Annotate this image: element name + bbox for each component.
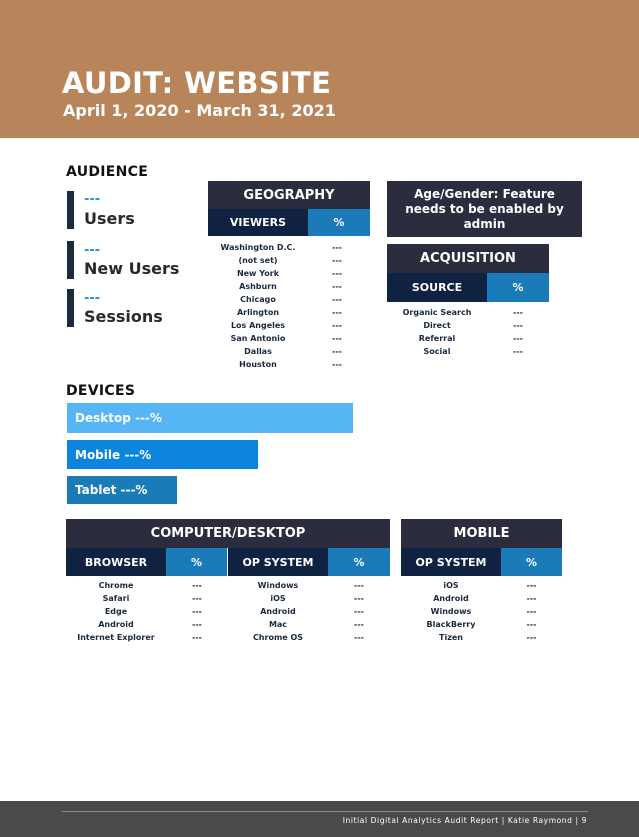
os-name: Android [260, 607, 296, 616]
acquisition-pct-header: % [487, 273, 549, 302]
geo-pct: --- [332, 256, 342, 265]
page-subtitle: April 1, 2020 - March 31, 2021 [63, 101, 336, 120]
geo-city: Los Angeles [230, 321, 286, 330]
geo-pct: --- [332, 308, 342, 317]
table-row [66, 579, 228, 592]
table-row [208, 267, 370, 280]
acq-pct: --- [513, 334, 523, 343]
table-row [208, 332, 370, 345]
geo-city: Chicago [240, 295, 276, 304]
table-row [66, 592, 228, 605]
age-gender-notice: Age/Gender: Feature needs to be enabled by admin [387, 181, 582, 237]
acq-source: Social [423, 347, 451, 356]
table-row [401, 631, 562, 644]
browser-pct: --- [192, 620, 202, 629]
new-users-label: New Users [84, 259, 180, 278]
acquisition-title: ACQUISITION [387, 244, 549, 273]
os-name: Windows [257, 581, 299, 590]
table-row [66, 605, 228, 618]
acquisition-table [387, 306, 549, 358]
table-row [66, 631, 228, 644]
table-row [401, 618, 562, 631]
acq-pct: --- [513, 321, 523, 330]
table-row [208, 293, 370, 306]
mobile-os-pct: --- [526, 607, 537, 616]
tablet-bar: Tablet ---% [67, 476, 177, 504]
desktop-os-pct-header: % [328, 548, 390, 576]
table-row [228, 579, 390, 592]
os-pct: --- [354, 607, 364, 616]
browser-header: BROWSER [66, 548, 166, 576]
page-title: AUDIT: WEBSITE [62, 66, 332, 100]
mobile-os-header: OP SYSTEM [401, 548, 501, 576]
desktop-bar: Desktop ---% [67, 403, 353, 433]
os-pct: --- [354, 620, 364, 629]
browser-name: Edge [104, 607, 128, 616]
browser-table [66, 579, 228, 644]
geo-pct: --- [332, 360, 342, 369]
mobile-pct-header: % [501, 548, 562, 576]
browser-pct: --- [192, 581, 202, 590]
mobile-os-pct: --- [526, 633, 537, 642]
os-name: iOS [270, 594, 286, 603]
browser-name: Chrome [98, 581, 134, 590]
geo-pct: --- [332, 321, 342, 330]
acq-pct: --- [513, 308, 523, 317]
table-row [401, 579, 562, 592]
table-row [401, 592, 562, 605]
new-users-value: --- [84, 243, 101, 258]
table-row [208, 345, 370, 358]
mobile-title: MOBILE [401, 519, 562, 548]
geo-pct: --- [332, 282, 342, 291]
geo-pct: --- [332, 295, 342, 304]
mobile-bar: Mobile ---% [67, 440, 258, 469]
mobile-os-name: Android [433, 594, 469, 603]
table-row [208, 280, 370, 293]
table-row [228, 605, 390, 618]
geo-city: Houston [239, 360, 277, 369]
footer-divider [62, 811, 588, 812]
computer-desktop-title: COMPUTER/DESKTOP [66, 519, 390, 548]
acquisition-source-header: SOURCE [387, 273, 487, 302]
audience-heading: AUDIENCE [66, 164, 149, 180]
browser-pct: --- [192, 633, 202, 642]
table-row [228, 592, 390, 605]
geography-title: GEOGRAPHY [208, 181, 370, 209]
mobile-os-name: Tizen [439, 633, 463, 642]
new-users-accent-bar [67, 241, 74, 279]
acq-source: Direct [423, 321, 451, 330]
table-row [387, 345, 549, 358]
geo-pct: --- [332, 347, 342, 356]
users-accent-bar [67, 191, 74, 229]
geo-pct: --- [332, 269, 342, 278]
footer-text: Initial Digital Analytics Audit Report | Katie Raymond | 9 [342, 816, 587, 825]
geo-city: New York [236, 269, 280, 278]
browser-pct: --- [192, 607, 202, 616]
devices-heading: DEVICES [66, 383, 136, 399]
table-row [208, 254, 370, 267]
sessions-accent-bar [67, 289, 74, 327]
browser-pct: --- [192, 594, 202, 603]
table-row [228, 618, 390, 631]
users-value: --- [84, 192, 101, 207]
acq-source: Organic Search [402, 308, 472, 317]
table-row [208, 358, 370, 371]
geo-city: Dallas [244, 347, 272, 356]
mobile-os-name: Windows [430, 607, 472, 616]
acq-pct: --- [513, 347, 523, 356]
browser-name: Safari [102, 594, 130, 603]
os-name: Chrome OS [252, 633, 304, 642]
acq-source: Referral [418, 334, 456, 343]
browser-name: Internet Explorer [77, 633, 155, 642]
table-row [228, 631, 390, 644]
browser-pct-header: % [166, 548, 227, 576]
desktop-os-table [228, 579, 390, 644]
table-row [66, 618, 228, 631]
geo-city: San Antonio [230, 334, 286, 343]
mobile-os-pct: --- [526, 594, 537, 603]
mobile-os-table [401, 579, 562, 644]
table-row [387, 319, 549, 332]
mobile-os-pct: --- [526, 581, 537, 590]
desktop-os-header: OP SYSTEM [228, 548, 328, 576]
table-row [208, 319, 370, 332]
geography-table [208, 241, 370, 371]
geo-pct: --- [332, 334, 342, 343]
geography-pct-header: % [308, 209, 370, 236]
sessions-label: Sessions [84, 307, 163, 326]
table-row [387, 306, 549, 319]
mobile-os-name: BlackBerry [426, 620, 476, 629]
users-label: Users [84, 209, 135, 228]
os-name: Mac [268, 620, 288, 629]
table-row [208, 306, 370, 319]
geo-city: (not set) [238, 256, 278, 265]
geo-city: Ashburn [239, 282, 277, 291]
os-pct: --- [354, 594, 364, 603]
mobile-os-pct: --- [526, 620, 537, 629]
geo-pct: --- [332, 243, 342, 252]
geography-viewers-header: VIEWERS [208, 209, 308, 236]
geo-city: Arlington [236, 308, 280, 317]
os-pct: --- [354, 581, 364, 590]
os-pct: --- [354, 633, 364, 642]
table-row [387, 332, 549, 345]
mobile-os-name: iOS [443, 581, 459, 590]
sessions-value: --- [84, 291, 101, 306]
table-row [208, 241, 370, 254]
browser-name: Android [98, 620, 134, 629]
table-row [401, 605, 562, 618]
geo-city: Washington D.C. [220, 243, 296, 252]
